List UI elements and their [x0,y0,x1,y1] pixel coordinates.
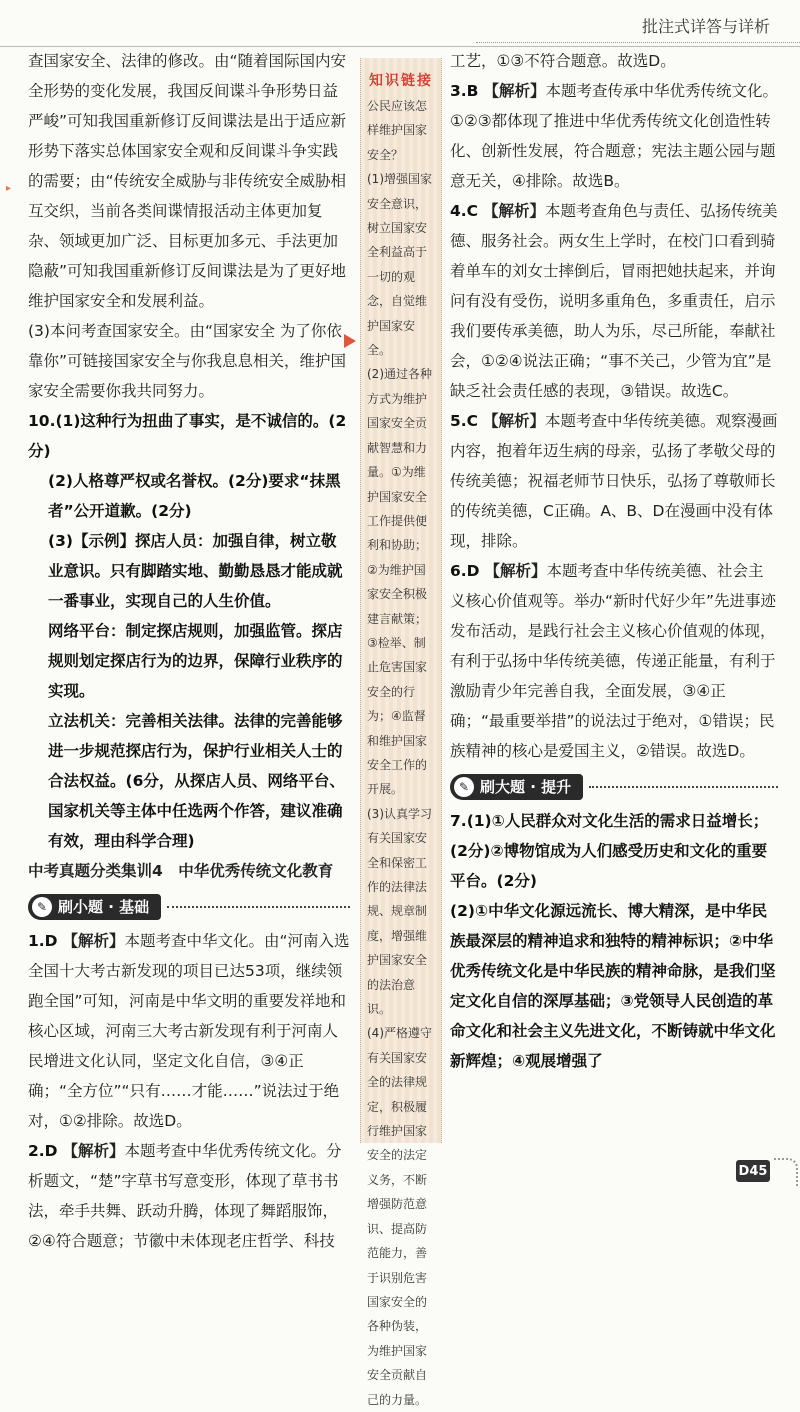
answer-part-3: (3)本问考查国家安全。由“国家安全 为了你依靠你”可链接国家安全与你我息息相关，维护国家安全需要你我共同努力。 [28,322,347,400]
page-corner-decoration [774,1158,798,1186]
q1-answer [28,926,350,1136]
question-number: 10. [28,412,56,430]
q10-part-2: (2)人格尊严权或名誉权。(2分)要求“抹黑者”公开道歉。(2分) [48,472,341,520]
q10-part-5: 立法机关：完善相关法律。法律的完善能够进一步规范探店行为，保护行业相关人士的合法权益。(6分，从探店人员、网络平台、国家机关等主体中任选两个作答，建议准确有效，理由科学合理) [48,712,345,850]
continued-answer-text: 工艺，①③不符合题意。故选D。 [450,52,676,70]
q10-part-1-text: (1)这种行为扭曲了事实，是不诚信的。(2分) [28,412,347,460]
q2-text: 本题考查中华优秀传统文化。分析题文，“楚”字草书写意变形，体现了草书书法，牵手共舞、跃动升腾，体现了舞蹈服饰，②④符合题意；节徽中未体现老庄哲学、科技 [28,1142,342,1250]
margin-mark-icon: ▸ [6,183,12,194]
question-number: 3.B [450,82,479,100]
analysis-label: 【解析】 [62,932,125,950]
q7-part-2: (2)①中华文化源远流长、博大精深，是中华民族最深层的精神追求和独特的精神标识；②中华优秀传统文化是中华民族的精神命脉，是我们坚定文化自信的深厚基础；③党领导人民创造的革命文化和社会主义先进文化，不断铸就中华文化新辉煌；④观展增强了 [450,902,776,1070]
analysis-label: 【解析】 [483,412,546,430]
pen-icon: ✎ [32,897,52,917]
analysis-label: 【解析】 [483,82,546,100]
q4-answer [450,196,778,406]
q4-text: 本题考查角色与责任、弘扬传统美德、服务社会。两女生上学时，在校门口看到骑着单车的刘女士摔倒后，冒雨把她扶起来，并询问有没有受伤，说明多重角色，多重责任，启示我们要传承美德，助人为乐，尽己所能，奉献社会，①②④说法正确；“事不关己，少管为宜”是缺乏社会责任感的表现，③错误。故选C。 [450,202,778,400]
banner-dotted-line [167,906,350,908]
q6-answer [450,556,778,766]
page-number: D45 [736,1160,770,1182]
banner-label: 刷小题 · 基础 [58,898,150,916]
left-column [28,46,350,1256]
header-title: 批注式详答与详析 [641,17,770,36]
advanced-section-banner [450,772,778,802]
basic-section-banner [28,892,350,922]
header-dotted-rule [476,42,800,43]
continued-answer-text: 查国家安全、法律的修改。由“随着国际国内安全形势的变化发展，我国反间谍斗争形势日益严峻”可知我国重新修订反间谍法是出于适应新形势下落实总体国家安全观和反间谍斗争实践的需要；由“传统安全威胁与非传统安全威胁相互交织，当前各类间谍情报活动主体更加复杂、领域更加广泛、目标更加多元、手法更加隐蔽”可知我国重新修订反间谍法是为了更好地维护国家安全和发展利益。 [28,52,347,310]
banner-dotted-line [589,786,778,788]
sidebar-title: 知识链接 [369,73,433,89]
question-number: 1.D [28,932,58,950]
q3-answer [450,76,778,196]
analysis-label: 【解析】 [483,202,546,220]
q5-text: 本题考查中华传统美德。观察漫画内容，抱着年迈生病的母亲，弘扬了孝敬父母的传统美德；祝福老师节日快乐，弘扬了尊敬师长的传统美德，C正确。A、B、D在漫画中没有体现，排除。 [450,412,778,550]
question-number: 5.C [450,412,479,430]
sidebar-pointer-icon [344,334,356,348]
question-number: 6.D [450,562,480,580]
sidebar-point-3: (3)认真学习有关国家安全和保密工作的法律法规、规章制度，增强维护国家安全的法治意识。 [367,806,432,1017]
sidebar-point-2: (2)通过各种方式为维护国家安全贡献智慧和力量。①为维护国家安全工作提供便利和协助；②为维护国家安全积极建言献策；③检举、制止危害国家安全的行为；④监督和维护国家安全工作的开展。 [367,367,432,797]
analysis-label: 【解析】 [484,562,547,580]
question-number: 7. [450,812,467,830]
knowledge-link-sidebar [360,58,442,1407]
sidebar-question: 公民应该怎样维护国家安全？ [367,99,428,162]
question-number: 2.D [28,1142,58,1160]
question-number: 4.C [450,202,479,220]
section-title: 中考真题分类集训4 中华优秀传统文化教育 [28,862,334,880]
analysis-label: 【解析】 [62,1142,125,1160]
q10-part-1 [28,406,350,466]
q10-part-4: 网络平台：制定探店规则，加强监管。探店规则划定探店行为的边界，保障行业秩序的实现。 [48,622,343,700]
q5-answer [450,406,778,556]
q7-part-1-text: (1)①人民群众对文化生活的需求日益增长；(2分)②博物馆成为人们感受历史和文化的重要平台。(2分) [450,812,769,890]
q1-text: 本题考查中华文化。由“河南入选全国十大考古新发现的项目已达53项，继续领跑全国”可知，河南是中华文明的重要发祥地和核心区域，河南三大考古新发现有利于河南人民增进文化认同，坚定文化自信，③④正确；“全方位”“只有……才能……”说法过于绝对，①②排除。故选D。 [28,932,350,1130]
sidebar-point-4: (4)严格遵守有关国家安全的法律规定，积极履行维护国家安全的法定义务，不断增强防范意识、提高防范能力，善于识别危害国家安全的各种伪装，为维护国家安全贡献自己的力量。 [367,1026,432,1407]
q7-part-1 [450,806,778,896]
q10-part-3: (3)【示例】探店人员：加强自律，树立敬业意识。只有脚踏实地、勤勤恳恳才能成就一番事业，实现自己的人生价值。 [48,532,343,610]
q3-text: 本题考查传承中华优秀传统文化。①②③都体现了推进中华优秀传统文化创造性转化、创新性发展，符合题意；宪法主题公园与题意无关，④排除。故选B。 [450,82,778,190]
banner-label: 刷大题 · 提升 [480,778,572,796]
q6-text: 本题考查中华传统美德、社会主义核心价值观等。举办“新时代好少年”先进事迹发布活动，是践行社会主义核心价值观的体现，有利于弘扬中华传统美德，传递正能量，有利于激励青少年完善自我，全面发展，③④正确；“最重要举措”的说法过于绝对，①错误；民族精神的核心是爱国主义，②错误。故选D。 [450,562,777,760]
q2-answer [28,1136,350,1256]
sidebar-point-1: (1)增强国家安全意识，树立国家安全利益高于一切的观念，自觉维护国家安全。 [367,172,432,358]
pen-icon: ✎ [454,777,474,797]
page-header [0,0,800,47]
right-column [450,46,778,1076]
